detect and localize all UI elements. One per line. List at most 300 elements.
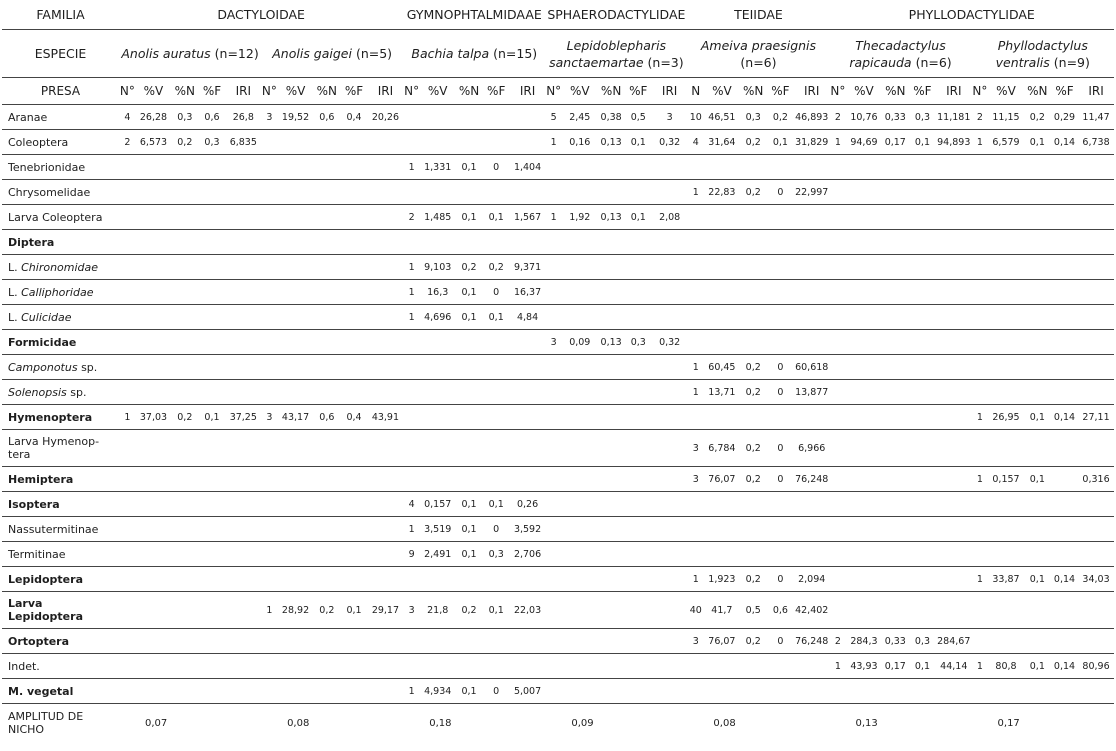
data-cell — [829, 517, 846, 542]
data-cell — [313, 180, 340, 205]
data-cell — [740, 679, 767, 704]
data-cell — [740, 517, 767, 542]
data-cell — [829, 280, 846, 305]
data-cell — [882, 155, 909, 180]
data-cell — [562, 380, 598, 405]
data-cell: 0,1 — [1024, 467, 1051, 492]
data-cell — [972, 205, 989, 230]
data-cell — [1024, 679, 1051, 704]
data-cell — [455, 654, 482, 679]
table-row — [2, 405, 1114, 430]
data-cell — [313, 492, 340, 517]
data-cell: 0,2 — [740, 629, 767, 654]
data-cell — [988, 517, 1024, 542]
data-cell — [171, 305, 198, 330]
data-cell — [562, 592, 598, 629]
data-cell — [1051, 629, 1078, 654]
data-cell — [545, 155, 562, 180]
family-name: TEIIDAE — [687, 0, 829, 30]
data-cell — [1078, 180, 1114, 205]
data-cell: 0 — [767, 180, 794, 205]
data-cell — [988, 492, 1024, 517]
data-cell — [652, 355, 688, 380]
data-cell — [972, 430, 989, 467]
data-cell — [829, 467, 846, 492]
data-cell — [1051, 330, 1078, 355]
data-cell — [278, 492, 314, 517]
data-cell — [652, 592, 688, 629]
data-cell — [767, 205, 794, 230]
data-cell — [403, 330, 420, 355]
data-cell — [598, 654, 625, 679]
data-cell: 0,3 — [198, 130, 225, 155]
data-cell — [119, 255, 136, 280]
data-cell — [119, 305, 136, 330]
data-cell — [368, 542, 404, 567]
data-cell — [846, 205, 882, 230]
data-cell — [767, 542, 794, 567]
data-cell — [687, 155, 704, 180]
prey-name: Aranae — [2, 105, 119, 130]
data-cell: 46,51 — [704, 105, 740, 130]
data-cell — [171, 430, 198, 467]
data-cell — [455, 380, 482, 405]
data-cell — [545, 255, 562, 280]
data-cell — [1078, 305, 1114, 330]
data-cell — [545, 679, 562, 704]
data-cell: 76,07 — [704, 467, 740, 492]
data-cell — [1078, 492, 1114, 517]
data-cell: 0,1 — [340, 592, 367, 629]
data-cell: 0 — [483, 155, 510, 180]
prey-name: Chrysomelidae — [2, 180, 119, 205]
data-cell — [652, 430, 688, 467]
data-cell — [1024, 355, 1051, 380]
data-cell — [119, 355, 136, 380]
data-cell — [1051, 255, 1078, 280]
data-cell — [882, 305, 909, 330]
data-cell: 6,835 — [226, 130, 262, 155]
data-cell — [136, 467, 172, 492]
data-cell: 1,331 — [420, 155, 456, 180]
data-cell — [198, 430, 225, 467]
data-cell — [278, 155, 314, 180]
data-cell — [794, 679, 830, 704]
data-cell: 4,84 — [510, 305, 546, 330]
data-cell — [562, 517, 598, 542]
data-cell — [368, 255, 404, 280]
data-cell — [767, 679, 794, 704]
prey-name: Larva Lepidoptera — [2, 592, 119, 629]
data-cell: 0 — [767, 629, 794, 654]
data-cell — [226, 305, 262, 330]
data-cell — [704, 155, 740, 180]
column-header: %F — [767, 78, 794, 105]
data-cell — [136, 280, 172, 305]
data-cell — [545, 380, 562, 405]
data-cell — [1078, 155, 1114, 180]
data-cell — [1051, 492, 1078, 517]
data-cell: 28,92 — [278, 592, 314, 629]
data-cell — [846, 592, 882, 629]
data-cell — [1024, 205, 1051, 230]
data-cell: 21,8 — [420, 592, 456, 629]
data-cell — [171, 542, 198, 567]
data-cell — [171, 255, 198, 280]
data-cell — [1051, 355, 1078, 380]
data-cell — [988, 305, 1024, 330]
prey-name: Tenebrionidae — [2, 155, 119, 180]
data-cell — [652, 155, 688, 180]
data-cell: 0,1 — [483, 305, 510, 330]
data-cell — [972, 255, 989, 280]
data-cell — [625, 155, 652, 180]
column-header: IRI — [226, 78, 262, 105]
data-cell — [652, 255, 688, 280]
column-header: N° — [829, 78, 846, 105]
data-cell — [261, 629, 278, 654]
data-cell — [545, 592, 562, 629]
data-cell — [936, 517, 972, 542]
data-cell — [625, 355, 652, 380]
data-cell — [1024, 517, 1051, 542]
data-cell: 2,706 — [510, 542, 546, 567]
data-cell — [455, 629, 482, 654]
data-cell: 0,1 — [483, 492, 510, 517]
data-cell — [625, 517, 652, 542]
data-cell — [119, 230, 136, 255]
data-cell: 0,3 — [909, 105, 936, 130]
data-cell — [882, 679, 909, 704]
data-cell: 0,1 — [455, 679, 482, 704]
data-cell: 0,157 — [420, 492, 456, 517]
data-cell — [909, 467, 936, 492]
diet-table — [2, 0, 1114, 742]
data-cell — [261, 492, 278, 517]
data-cell — [119, 180, 136, 205]
data-cell: 0,3 — [740, 105, 767, 130]
data-cell — [598, 679, 625, 704]
column-header: %F — [483, 78, 510, 105]
data-cell — [1024, 430, 1051, 467]
data-cell — [313, 467, 340, 492]
data-cell — [368, 629, 404, 654]
data-cell — [846, 355, 882, 380]
data-cell — [1078, 679, 1114, 704]
data-cell — [403, 629, 420, 654]
data-cell — [972, 330, 989, 355]
data-cell: 19,52 — [278, 105, 314, 130]
data-cell — [972, 492, 989, 517]
data-cell — [420, 567, 456, 592]
data-cell — [909, 330, 936, 355]
data-cell — [882, 180, 909, 205]
data-cell — [119, 280, 136, 305]
column-header: %V — [136, 78, 172, 105]
data-cell: 2 — [829, 105, 846, 130]
data-cell — [687, 542, 704, 567]
data-cell — [340, 230, 367, 255]
data-cell — [652, 180, 688, 205]
data-cell: 60,45 — [704, 355, 740, 380]
data-cell — [119, 542, 136, 567]
data-cell — [598, 405, 625, 430]
prey-name: Solenopsis sp. — [2, 380, 119, 405]
data-cell — [455, 467, 482, 492]
data-cell — [740, 492, 767, 517]
data-cell — [261, 180, 278, 205]
data-cell — [1051, 430, 1078, 467]
data-cell — [598, 542, 625, 567]
data-cell: 0,33 — [882, 629, 909, 654]
data-cell: 0 — [767, 430, 794, 467]
data-cell: 10,76 — [846, 105, 882, 130]
data-cell — [313, 517, 340, 542]
data-cell — [136, 629, 172, 654]
data-cell — [909, 492, 936, 517]
data-cell: 31,64 — [704, 130, 740, 155]
niche-breadth-value: 0,07 — [145, 717, 168, 729]
data-cell: 94,69 — [846, 130, 882, 155]
data-cell — [198, 305, 225, 330]
data-cell — [340, 205, 367, 230]
data-cell — [278, 130, 314, 155]
data-cell — [313, 567, 340, 592]
data-cell — [882, 517, 909, 542]
data-cell — [136, 542, 172, 567]
data-cell: 1 — [972, 467, 989, 492]
column-header: %V — [278, 78, 314, 105]
data-cell — [368, 280, 404, 305]
data-cell — [198, 155, 225, 180]
data-cell: 0 — [483, 280, 510, 305]
data-cell: 0,1 — [455, 280, 482, 305]
data-cell: 2,491 — [420, 542, 456, 567]
data-cell — [510, 430, 546, 467]
data-cell — [972, 542, 989, 567]
data-cell — [909, 355, 936, 380]
data-cell: 0,6 — [313, 405, 340, 430]
data-cell — [368, 180, 404, 205]
data-cell — [545, 629, 562, 654]
data-cell — [313, 355, 340, 380]
data-cell — [313, 230, 340, 255]
data-cell: 284,3 — [846, 629, 882, 654]
data-cell: 29,17 — [368, 592, 404, 629]
data-cell: 6,738 — [1078, 130, 1114, 155]
data-cell: 1 — [403, 679, 420, 704]
prey-name: Ortoptera — [2, 629, 119, 654]
data-cell — [704, 492, 740, 517]
family-name: GYMNOPHTALMIDAAE — [403, 0, 545, 30]
data-cell — [278, 205, 314, 230]
data-cell — [483, 330, 510, 355]
data-cell — [198, 330, 225, 355]
data-cell — [226, 492, 262, 517]
data-cell — [368, 230, 404, 255]
niche-breadth-row — [2, 704, 1114, 743]
data-cell — [704, 230, 740, 255]
niche-breadth-value: 0,08 — [287, 717, 310, 729]
niche-breadth-value: 0,18 — [429, 717, 452, 729]
data-cell — [483, 567, 510, 592]
data-cell: 1 — [687, 567, 704, 592]
data-cell — [988, 629, 1024, 654]
table-row — [2, 155, 1114, 180]
data-cell — [226, 205, 262, 230]
data-cell — [226, 542, 262, 567]
data-cell: 0,17 — [882, 654, 909, 679]
data-cell — [455, 105, 482, 130]
species-sample-size: (n=6) — [740, 54, 777, 70]
data-cell — [936, 230, 972, 255]
prey-name: Camponotus sp. — [2, 355, 119, 380]
table-row — [2, 280, 1114, 305]
data-cell — [625, 405, 652, 430]
data-cell: 2 — [403, 205, 420, 230]
data-cell — [936, 255, 972, 280]
data-cell — [794, 255, 830, 280]
data-cell: 0,33 — [882, 105, 909, 130]
prey-taxon: Chironomidae — [21, 260, 99, 274]
data-cell — [119, 654, 136, 679]
data-cell — [972, 180, 989, 205]
data-cell — [1051, 542, 1078, 567]
species-name: Anolis gaigei — [272, 46, 352, 61]
data-cell — [988, 330, 1024, 355]
data-cell — [483, 105, 510, 130]
species-sample-size: (n=15) — [493, 46, 538, 61]
data-cell — [368, 380, 404, 405]
data-cell — [403, 567, 420, 592]
data-cell — [972, 679, 989, 704]
table-row — [2, 430, 1114, 467]
data-cell: 27,11 — [1078, 405, 1114, 430]
data-cell — [403, 405, 420, 430]
data-cell — [625, 592, 652, 629]
data-cell — [278, 654, 314, 679]
data-cell — [829, 205, 846, 230]
data-cell — [1078, 592, 1114, 629]
data-cell: 0,2 — [740, 355, 767, 380]
data-cell: 0,13 — [598, 130, 625, 155]
data-cell — [455, 330, 482, 355]
data-cell — [510, 467, 546, 492]
data-cell: 3,592 — [510, 517, 546, 542]
data-cell — [510, 380, 546, 405]
data-cell: 6,573 — [136, 130, 172, 155]
data-cell: 0,32 — [652, 130, 688, 155]
data-cell: 0,157 — [988, 467, 1024, 492]
data-cell: 0,14 — [1051, 654, 1078, 679]
data-cell — [767, 492, 794, 517]
data-cell — [1024, 155, 1051, 180]
data-cell: 3 — [687, 629, 704, 654]
data-cell: 80,8 — [988, 654, 1024, 679]
data-cell — [136, 155, 172, 180]
data-cell: 11,15 — [988, 105, 1024, 130]
data-cell: 16,37 — [510, 280, 546, 305]
data-cell: 40 — [687, 592, 704, 629]
data-cell — [829, 180, 846, 205]
data-cell — [261, 280, 278, 305]
data-cell — [545, 180, 562, 205]
species-name: Lepidoblepharis sanctaemartae — [549, 37, 667, 70]
data-cell — [846, 405, 882, 430]
data-cell — [652, 679, 688, 704]
species-sample-size: (n=3) — [647, 54, 684, 70]
data-cell: 0,2 — [313, 592, 340, 629]
data-cell — [936, 405, 972, 430]
data-cell — [882, 542, 909, 567]
presa-label: PRESA — [2, 78, 119, 105]
data-cell — [936, 542, 972, 567]
data-cell: 0,13 — [598, 205, 625, 230]
data-cell — [846, 380, 882, 405]
table-row — [2, 130, 1114, 155]
data-cell — [909, 305, 936, 330]
species-cell — [687, 30, 829, 78]
data-cell — [119, 492, 136, 517]
data-cell — [278, 180, 314, 205]
data-cell — [313, 542, 340, 567]
data-cell — [198, 542, 225, 567]
data-cell — [171, 492, 198, 517]
column-header: IRI — [936, 78, 972, 105]
column-header: %V — [704, 78, 740, 105]
data-cell: 43,93 — [846, 654, 882, 679]
data-cell — [909, 155, 936, 180]
data-cell — [455, 567, 482, 592]
family-name: PHYLLODACTYLIDAE — [829, 0, 1114, 30]
data-cell — [1051, 517, 1078, 542]
data-cell — [368, 654, 404, 679]
species-sample-size: (n=5) — [355, 46, 393, 61]
data-cell — [1051, 679, 1078, 704]
data-cell — [420, 105, 456, 130]
data-cell: 0,2 — [455, 592, 482, 629]
data-cell: 0,1 — [767, 130, 794, 155]
data-cell: 9,103 — [420, 255, 456, 280]
data-cell — [652, 517, 688, 542]
prey-name: Coleoptera — [2, 130, 119, 155]
column-header-row — [2, 78, 1114, 105]
table-row — [2, 679, 1114, 704]
data-cell — [136, 380, 172, 405]
data-cell: 0,1 — [455, 517, 482, 542]
data-cell — [198, 629, 225, 654]
column-header: %N — [882, 78, 909, 105]
table-row — [2, 517, 1114, 542]
data-cell — [1024, 330, 1051, 355]
data-cell: 0,5 — [740, 592, 767, 629]
data-cell — [740, 205, 767, 230]
data-cell — [313, 280, 340, 305]
species-cell — [545, 30, 687, 78]
data-cell — [687, 517, 704, 542]
data-cell: 6,784 — [704, 430, 740, 467]
data-cell — [988, 355, 1024, 380]
data-cell — [829, 679, 846, 704]
data-cell: 0,5 — [625, 105, 652, 130]
data-cell: 0,2 — [767, 105, 794, 130]
data-cell — [313, 130, 340, 155]
data-cell — [704, 542, 740, 567]
species-sample-size: (n=12) — [214, 46, 259, 61]
table-row — [2, 629, 1114, 654]
data-cell — [226, 430, 262, 467]
especie-label: ESPECIE — [2, 30, 119, 78]
